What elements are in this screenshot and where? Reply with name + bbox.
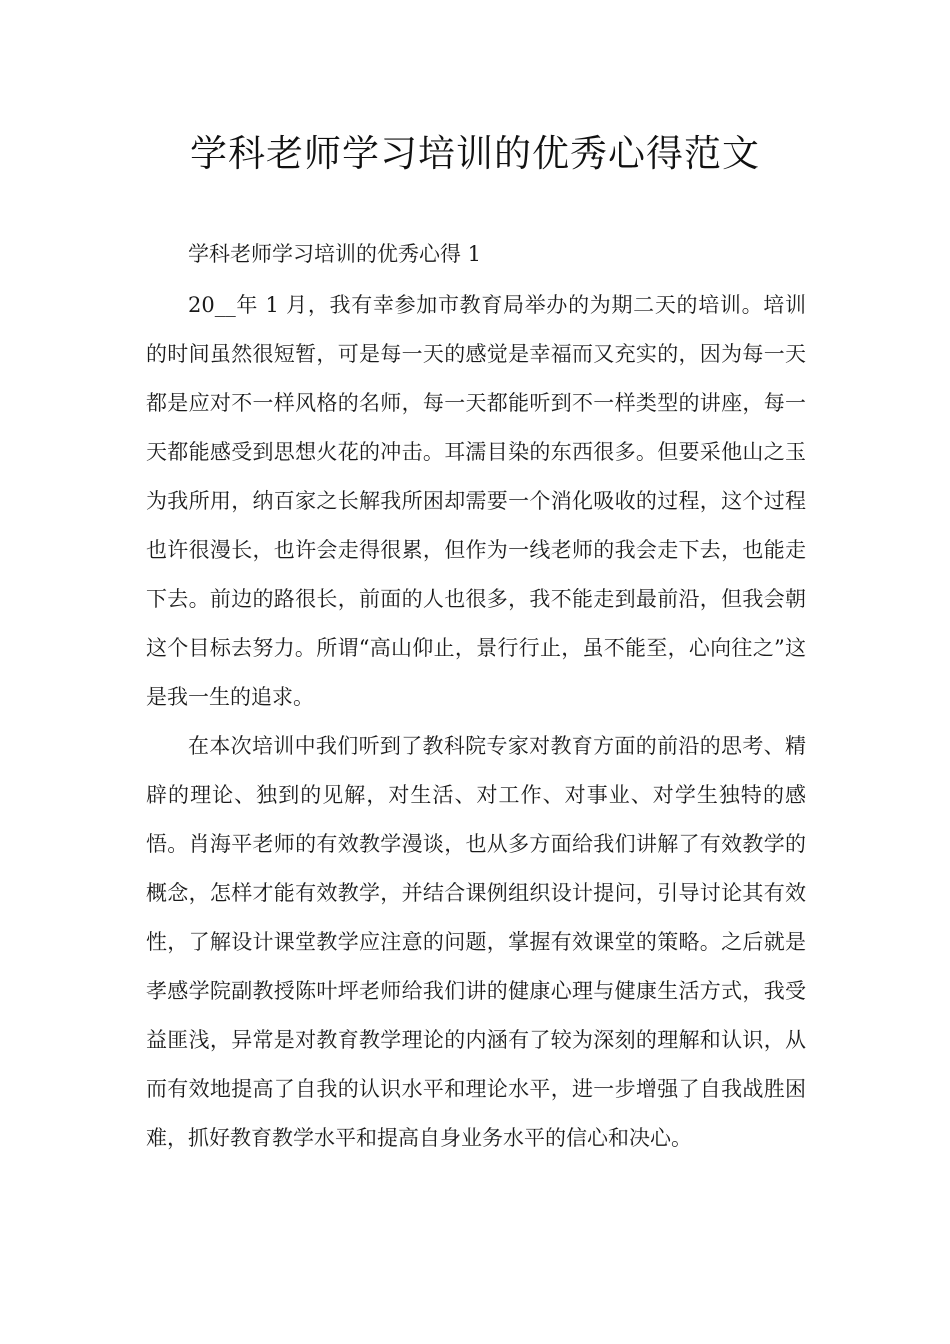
paragraph-1: 20__年 1 月，我有幸参加市教育局举办的为期二天的培训。培训的时间虽然很短暂，可是每一天的感觉是幸福而又充实的，因为每一天都是应对不一样风格的名师，每一天都能听到不一样类型的讲座，每一天都能感受到思想火花的冲击。耳濡目染的东西很多。但要采他山之玉为我所用，纳百家之长解我所困却需要一个消化吸收的过程，这个过程也许很漫长，也许会走得很累，但作为一线老师的我会走下去，也能走下去。前边的路很长，前面的人也很多，我不能走到最前沿，但我会朝这个目标去努力。所谓“高山仰止，景行行止，虽不能至，心向往之”这是我一生的追求。: [146, 293, 806, 709]
document-title: 学科老师学习培训的优秀心得范文: [190, 132, 760, 175]
paragraph-2: 在本次培训中我们听到了教科院专家对教育方面的前沿的思考、精辟的理论、独到的见解，对生活、对工作、对事业、对学生独特的感悟。肖海平老师的有效教学漫谈，也从多方面给我们讲解了有效教学的概念，怎样才能有效教学，并结合课例组织设计提问，引导讨论其有效性，了解设计课堂教学应注意的问题，掌握有效课堂的策略。之后就是孝感学院副教授陈叶坪老师给我们讲的健康心理与健康生活方式，我受益匪浅，异常是对教育教学理论的内涵有了较为深刻的理解和认识，从而有效地提高了自我的认识水平和理论水平，进一步增强了自我战胜困难，抓好教育教学水平和提高自身业务水平的信心和决心。: [146, 734, 806, 1150]
document-body: [146, 230, 806, 1163]
section-heading: 学科老师学习培训的优秀心得 1: [188, 242, 482, 266]
